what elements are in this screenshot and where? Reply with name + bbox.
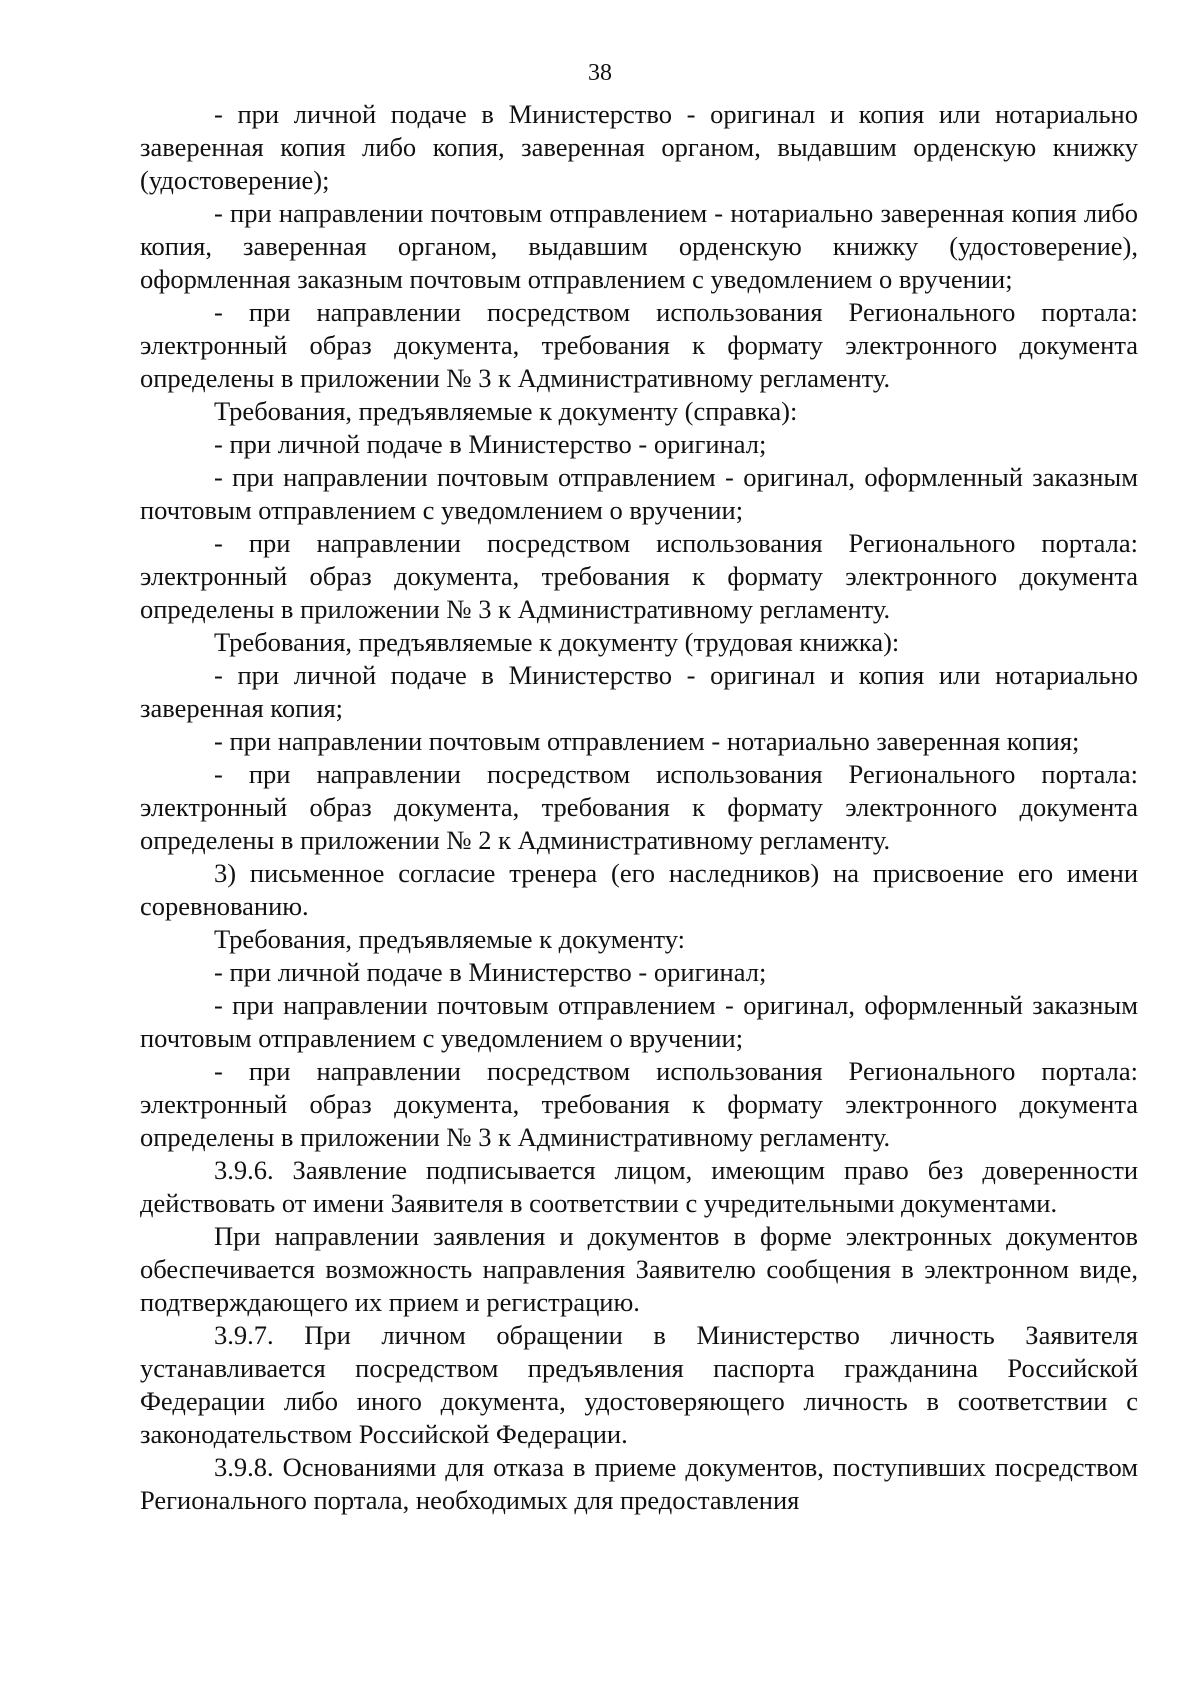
paragraph: - при личной подаче в Министерство - оригинал и копия или нотариально заверенная копия либо копия, заверенная органом, выдавшим орденскую книжку (удостоверение);: [140, 99, 1138, 195]
paragraph: 3.9.6. Заявление подписывается лицом, имеющим право без доверенности действовать от имени Заявителя в соответствии с учредительными документами.: [140, 1155, 1138, 1218]
paragraph: 3.9.7. При личном обращении в Министерство личность Заявителя устанавливается посредством предъявления паспорта гражданина Российской Федерации либо иного документа, удостоверяющего личность в соответствии с законодательством Российской Федерации.: [140, 1320, 1138, 1449]
paragraph: - при направлении посредством использования Регионального портала: электронный образ документа, требования к формату электронного документа определены в приложении № 3 к Административному регламенту.: [140, 297, 1138, 393]
paragraph: - при направлении посредством использования Регионального портала: электронный образ документа, требования к формату электронного документа определены в приложении № 3 к Административному регламенту.: [140, 1056, 1138, 1152]
paragraph: Требования, предъявляемые к документу:: [214, 924, 686, 954]
paragraph: 3) письменное согласие тренера (его наследников) на присвоение его имени соревнованию.: [140, 858, 1138, 921]
page-number: 38: [588, 60, 612, 86]
paragraph: - при направлении посредством использования Регионального портала: электронный образ документа, требования к формату электронного документа определены в приложении № 2 к Административному регламенту.: [140, 759, 1138, 855]
paragraph: - при направлении почтовым отправлением - оригинал, оформленный заказным почтовым отправлением с уведомлением о вручении;: [140, 990, 1138, 1053]
paragraph: - при направлении почтовым отправлением - нотариально заверенная копия либо копия, заверенная органом, выдавшим орденскую книжку (удостоверение), оформленная заказным почтовым отправлением с уведомлением о вручении;: [140, 198, 1138, 294]
paragraph: - при личной подаче в Министерство - оригинал;: [214, 957, 767, 987]
paragraph: - при направлении почтовым отправлением - нотариально заверенная копия;: [214, 726, 1080, 756]
document-body: [140, 98, 1138, 1517]
paragraph: Требования, предъявляемые к документу (трудовая книжка):: [214, 627, 900, 657]
paragraph: Требования, предъявляемые к документу (справка):: [214, 396, 798, 426]
paragraph: - при направлении почтовым отправлением - оригинал, оформленный заказным почтовым отправлением с уведомлением о вручении;: [140, 462, 1138, 525]
paragraph: 3.9.8. Основаниями для отказа в приеме документов, поступивших посредством Регионального портала, необходимых для предоставления: [140, 1452, 1138, 1515]
paragraph: - при направлении посредством использования Регионального портала: электронный образ документа, требования к формату электронного документа определены в приложении № 3 к Административному регламенту.: [140, 528, 1138, 624]
paragraph: При направлении заявления и документов в форме электронных документов обеспечивается возможность направления Заявителю сообщения в электронном виде, подтверждающего их прием и регистрацию.: [140, 1221, 1138, 1317]
paragraph: - при личной подаче в Министерство - оригинал и копия или нотариально заверенная копия;: [140, 660, 1138, 723]
paragraph: - при личной подаче в Министерство - оригинал;: [214, 429, 767, 459]
